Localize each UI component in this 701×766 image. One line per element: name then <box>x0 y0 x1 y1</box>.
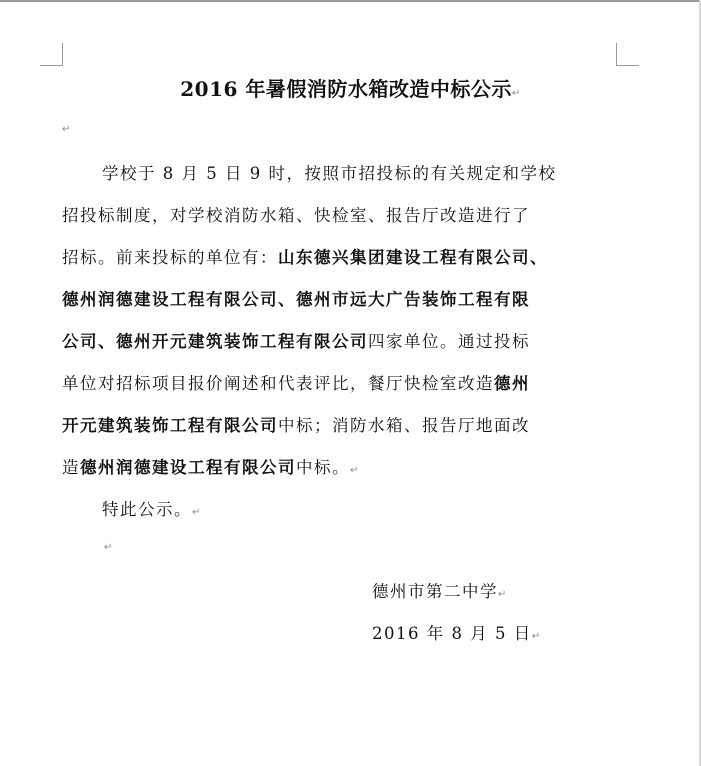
signature-date-text: 2016 年 8 月 5 日 <box>372 624 532 643</box>
company-name-bold: 德州 <box>494 374 530 393</box>
body-line-6 <box>62 370 622 394</box>
body-line-3 <box>62 244 622 268</box>
margin-corner-top-right <box>616 43 639 66</box>
body-line-2 <box>62 202 622 226</box>
paragraph-mark-icon: ↵ <box>62 124 71 135</box>
body-line-4 <box>62 286 622 310</box>
paragraph-mark-icon: ↵ <box>498 589 508 600</box>
paragraph-mark-icon: ↵ <box>350 465 360 476</box>
margin-corner-top-left <box>40 43 63 66</box>
signature-org-text: 德州市第二中学 <box>372 582 498 601</box>
body-text: 中标。 <box>296 458 350 477</box>
paragraph-mark-icon: ↵ <box>531 631 542 642</box>
body-text: 四家单位。通过投标 <box>368 332 530 351</box>
paragraph-mark-icon: ↵ <box>511 88 521 99</box>
signature-org <box>372 578 508 602</box>
company-name-bold: 山东德兴集团建设工程有限公司、 <box>278 248 548 267</box>
company-name-bold: 德州润德建设工程有限公司 <box>80 458 296 477</box>
body-text: 招投标制度，对学校消防水箱、快检室、报告厅改造进行了 <box>62 206 530 225</box>
company-name-bold: 开元建筑装饰工程有限公司 <box>62 416 278 435</box>
signature-date <box>372 620 542 644</box>
document-title <box>0 73 701 102</box>
closing-text: 特此公示。 <box>102 500 192 519</box>
company-name-bold: 德州润德建设工程有限公司、德州市远大广告装饰工程有限 <box>62 290 530 309</box>
body-line-1 <box>62 160 622 184</box>
title-text: 2016 年暑假消防水箱改造中标公示 <box>180 77 512 101</box>
body-line-8 <box>62 454 622 478</box>
window-top-border <box>0 0 701 2</box>
body-text: 招标。前来投标的单位有： <box>62 248 278 267</box>
company-name-bold: 公司、德州开元建筑装饰工程有限公司 <box>62 332 368 351</box>
body-text: 学校于 8 月 5 日 9 时，按照市招投标的有关规定和学校 <box>102 164 557 183</box>
body-text: 造 <box>62 458 80 477</box>
body-text: 单位对招标项目报价阐述和代表评比，餐厅快检室改造 <box>62 374 494 393</box>
body-line-7 <box>62 412 622 436</box>
body-text: 中标；消防水箱、报告厅地面改 <box>278 416 530 435</box>
body-line-5 <box>62 328 622 352</box>
closing-line <box>62 496 622 520</box>
paragraph-mark-icon: ↵ <box>104 542 113 553</box>
paragraph-mark-icon: ↵ <box>192 507 202 518</box>
